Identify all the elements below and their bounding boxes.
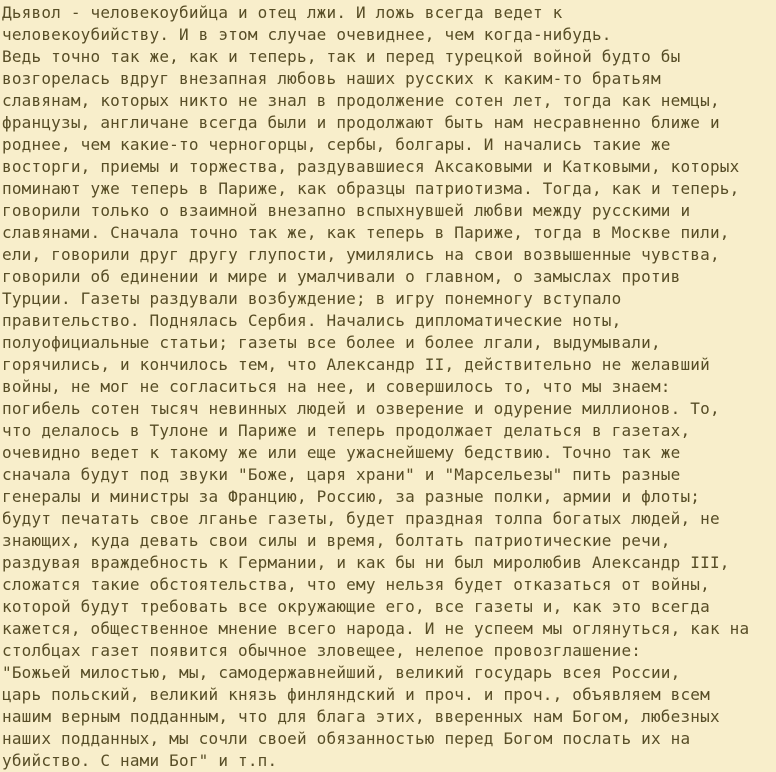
text-line: что делалось в Тулоне и Париже и теперь продолжает делаться в газетах, [2, 421, 691, 440]
text-line: которой будут требовать все окружающие его, все газеты и, как это всегда [2, 597, 710, 616]
text-line: Ведь точно так же, как и теперь, так и перед турецкой войной будто бы [2, 47, 681, 66]
text-line: будут печатать свое лганье газеты, будет праздная толпа богатых людей, не [2, 509, 720, 528]
text-line: убийство. С нами Бог" и т.п. [2, 751, 278, 770]
text-line: французы, англичане всегда были и продолжают быть нам несравненно ближе и [2, 113, 720, 132]
text-line: сложатся такие обстоятельства, что ему нельзя будет отказаться от войны, [2, 575, 710, 594]
text-line: кажется, общественное мнение всего народа. И не успеем мы оглянуться, как на [2, 619, 750, 638]
text-line: славянами. Сначала точно так же, как теперь в Париже, тогда в Москве пили, [2, 223, 730, 242]
text-line: раздувая враждебность к Германии, и как бы ни был миролюбив Александр III, [2, 553, 730, 572]
text-line: правительство. Поднялась Сербия. Начались дипломатические ноты, [2, 311, 622, 330]
text-line: ели, говорили друг другу глупости, умилялись на свои возвышенные чувства, [2, 245, 720, 264]
text-line: человекоубийству. И в этом случае очевиднее, чем когда-нибудь. [2, 25, 612, 44]
text-line: знающих, куда девать свои силы и время, болтать патриотические речи, [2, 531, 671, 550]
text-line: полуофициальные статьи; газеты все более и более лгали, выдумывали, [2, 333, 661, 352]
text-line: говорили об единении и мире и умалчивали о главном, о замыслах против [2, 267, 681, 286]
text-line: сначала будут под звуки "Боже, царя храни" и "Марсельезы" пить разные [2, 465, 681, 484]
text-line: нашим верным подданным, что для блага этих, вверенных нам Богом, любезных [2, 707, 720, 726]
text-line: говорили только о взаимной внезапно вспыхнувшей любви между русскими и [2, 201, 691, 220]
text-line: столбцах газет появится обычное зловещее, нелепое провозглашение: [2, 641, 642, 660]
text-line: Турции. Газеты раздували возбуждение; в игру понемногу вступало [2, 289, 622, 308]
text-line: славянам, которых никто не знал в продолжение сотен лет, тогда как немцы, [2, 91, 720, 110]
text-line: царь польский, великий князь финляндский и проч. и проч., объявляем всем [2, 685, 710, 704]
text-line: генералы и министры за Францию, Россию, за разные полки, армии и флоты; [2, 487, 701, 506]
text-line: наших подданных, мы сочли своей обязанностью перед Богом послать их на [2, 729, 691, 748]
text-line: возгорелась вдруг внезапная любовь наших русских к каким-то братьям [2, 69, 661, 88]
text-line: погибель сотен тысяч невинных людей и озверение и одурение миллионов. То, [2, 399, 720, 418]
document-text [2, 2, 776, 772]
text-line: Дьявол - человекоубийца и отец лжи. И ложь всегда ведет к [2, 3, 563, 22]
text-line: "Божьей милостью, мы, самодержавнейший, великий государь всея России, [2, 663, 681, 682]
text-line: роднее, чем какие-то черногорцы, сербы, болгары. И начались такие же [2, 135, 671, 154]
text-line: войны, не мог не согласиться на нее, и совершилось то, что мы знаем: [2, 377, 671, 396]
text-line: поминают уже теперь в Париже, как образцы патриотизма. Тогда, как и теперь, [2, 179, 740, 198]
text-line: очевидно ведет к такому же или еще ужаснейшему бедствию. Точно так же [2, 443, 681, 462]
text-line: восторги, приемы и торжества, раздувавшиеся Аксаковыми и Катковыми, которых [2, 157, 740, 176]
text-line: горячились, и кончилось тем, что Александр II, действительно не желавший [2, 355, 710, 374]
